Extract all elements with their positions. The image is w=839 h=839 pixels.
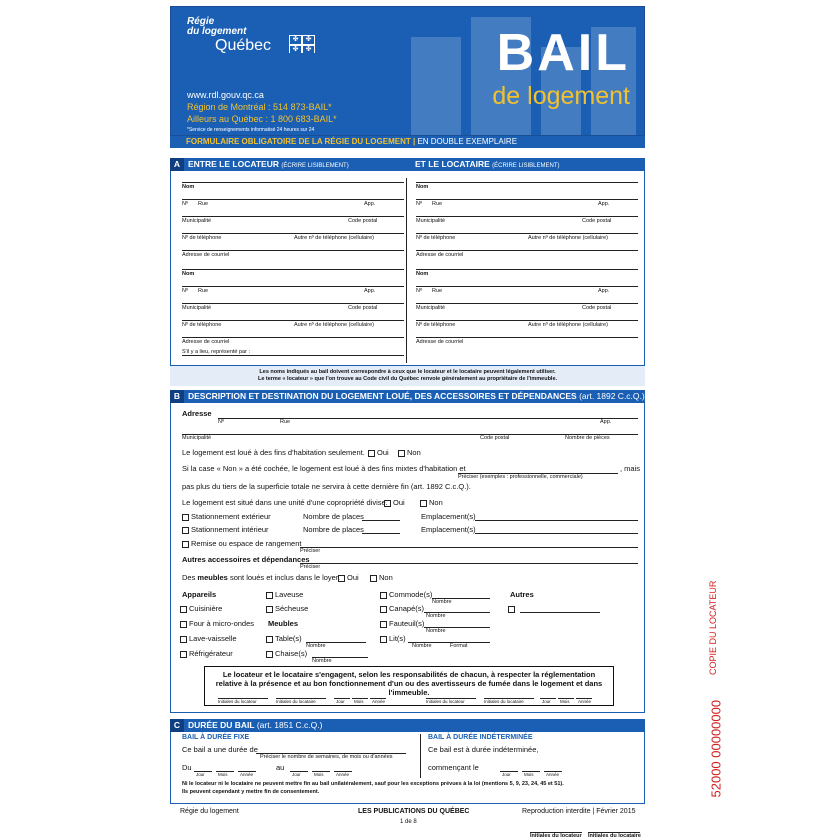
mixed-use-hint: Préciser (exemples : professionnelle, commerciale) [458, 474, 583, 480]
field-line[interactable] [182, 269, 404, 270]
page-number: 1 de 8 [400, 819, 417, 825]
no-label: Nº [218, 419, 224, 425]
form-subtitle: de logement [492, 82, 630, 110]
field-line[interactable] [416, 250, 638, 251]
to-label: au [276, 763, 285, 772]
indoor-location-field[interactable] [475, 533, 638, 534]
section-b-header: B DESCRIPTION ET DESTINATION DU LOGEMENT LOUÉ, DES ACCESSOIRES ET DÉPENDANCES (art. 1892 C.c.Q.) [170, 390, 645, 403]
field-label-nom: Nom [182, 184, 195, 190]
footer-lessee-label: Initiales du locataire [588, 833, 641, 839]
field-line[interactable] [182, 199, 404, 200]
fixed-term-text: Ce bail a une durée de [182, 745, 258, 754]
term-date-label: Jour [196, 772, 205, 777]
term-date-label: Mois [218, 772, 228, 777]
date-label: Mois [560, 699, 570, 704]
field-label-autre: Autre nº de téléphone (cellulaire) [528, 235, 608, 241]
field-label-autre: Autre nº de téléphone (cellulaire) [294, 322, 374, 328]
field-label-no: Nº [416, 288, 422, 294]
other-accessories-label: Autres accessoires et dépendances [182, 555, 310, 564]
chairs-checkbox[interactable]: Chaise(s) [266, 649, 307, 658]
mandatory-banner: FORMULAIRE OBLIGATOIRE DE LA RÉGIE DU LOGEMENT | EN DOUBLE EXEMPLAIRE [170, 136, 645, 148]
fixed-term-hint: Préciser le nombre de semaines, de mois ou d'années [260, 754, 393, 760]
indefinite-term-text: Ce bail est à durée indéterminée, [428, 745, 539, 754]
fridge-checkbox[interactable]: Réfrigérateur [180, 649, 233, 658]
indoor-places-label: Nombre de places [303, 525, 364, 534]
outdoor-places-field[interactable] [362, 520, 400, 521]
from-label: Du [182, 763, 192, 772]
field-label-no: Nº [182, 288, 188, 294]
smoke-detector-statement: Le locateur et le locataire s'engagent, selon les responsabilités de chacun, à respecter la réglementation relative à la présence et au bon fonctionnement d'un ou des avertisseurs de fumée dans le logement et dans l'immeuble. [204, 666, 614, 706]
field-line[interactable] [182, 250, 404, 251]
condo-yes[interactable]: Oui [384, 498, 405, 507]
indefinite-term-heading: BAIL À DURÉE INDÉTERMINÉE [428, 734, 533, 741]
appliances-heading: Appareils [182, 590, 217, 599]
address-label: Adresse [182, 409, 212, 418]
habitation-yes[interactable]: Oui [368, 448, 389, 457]
date-label: Jour [336, 699, 345, 704]
field-label-autre: Autre nº de téléphone (cellulaire) [294, 235, 374, 241]
quebec-wordmark: Québec [215, 37, 272, 54]
footer-reproduction: Reproduction interdite | Février 2015 [522, 808, 636, 815]
field-label-app: App. [598, 201, 610, 207]
armchair-count-hint: Nombre [426, 628, 446, 634]
form-title: BAIL [496, 24, 630, 82]
field-line[interactable] [182, 337, 404, 338]
field-label-nom: Nom [182, 271, 195, 277]
initials-label: Initiales du locateur [426, 699, 465, 704]
field-label-no: Nº [182, 201, 188, 207]
date-label: Année [578, 699, 592, 704]
outdoor-location-label: Emplacement(s) [421, 512, 476, 521]
contact-info [187, 89, 337, 125]
lease-form-page [170, 6, 645, 839]
armchair-checkbox[interactable]: Fauteuil(s) [380, 619, 424, 628]
outdoor-location-field[interactable] [475, 520, 638, 521]
field-label-app: App. [364, 288, 376, 294]
initials-label: Initiales du locataire [276, 699, 316, 704]
outdoor-parking[interactable]: Stationnement extérieur [182, 512, 271, 521]
apt-label: App. [600, 419, 612, 425]
sofa-checkbox[interactable]: Canapé(s) [380, 604, 424, 613]
quebec-flag-icon: ✤ ✤ ✤ ✤ [289, 35, 315, 53]
field-label-no: Nº [416, 201, 422, 207]
starting-label: commençant le [428, 763, 479, 772]
stove-checkbox[interactable]: Cuisinière [180, 604, 222, 613]
chairs-count-hint: Nombre [312, 658, 332, 664]
tables-count-hint: Nombre [306, 643, 326, 649]
third-surface-text: pas plus du tiers de la superficie totale ne servira à cette dernière fin (art. 1892 C.c.Q.). [182, 482, 471, 491]
footer-regie: Régie du logement [180, 808, 239, 815]
field-label-autre: Autre nº de téléphone (cellulaire) [528, 322, 608, 328]
field-label-nom: Nom [416, 184, 429, 190]
field-line[interactable] [182, 320, 404, 321]
field-label-courriel: Adresse de courriel [182, 339, 230, 345]
date-label: Mois [354, 699, 364, 704]
service-note: *Service de renseignements informatisé 24 heures sur 24 [187, 127, 315, 133]
microwave-checkbox[interactable]: Four à micro-ondes [180, 619, 254, 628]
storage-space[interactable]: Remise ou espace de rangement [182, 539, 301, 548]
indoor-parking[interactable]: Stationnement intérieur [182, 525, 269, 534]
field-line[interactable] [416, 286, 638, 287]
montreal-phone: Région de Montréal : 514 873-BAIL* [187, 102, 332, 112]
term-date-label: Année [240, 772, 254, 777]
condo-text: Le logement est situé dans une unité d'une copropriété divise. [182, 498, 388, 507]
field-label-muni: Municipalité [182, 305, 212, 311]
rooms-label: Nombre de pièces [565, 435, 610, 441]
street-label: Rue [280, 419, 291, 425]
field-label-rue: Rue [198, 288, 209, 294]
field-line[interactable] [182, 233, 404, 234]
field-label-cp: Code postal [582, 305, 612, 311]
field-line[interactable] [416, 337, 638, 338]
field-label-tel: Nº de téléphone [416, 322, 456, 328]
storage-field[interactable] [300, 547, 638, 548]
field-line[interactable] [182, 182, 404, 183]
field-label-courriel: Adresse de courriel [416, 339, 464, 345]
field-line[interactable] [182, 303, 404, 304]
field-label-nom: Nom [416, 271, 429, 277]
beds-count-hint: Nombre [412, 643, 432, 649]
section-c-header: C DURÉE DU BAIL (art. 1851 C.c.Q.) [170, 719, 645, 732]
form-number: 52000 00000000 [708, 699, 724, 798]
outdoor-places-label: Nombre de places [303, 512, 364, 521]
field-label-muni: Municipalité [416, 305, 446, 311]
other-accessories-hint: Préciser [300, 564, 321, 570]
field-label-app: App. [364, 201, 376, 207]
form-header [170, 6, 645, 136]
dryer-checkbox[interactable]: Sécheuse [266, 604, 308, 613]
section-a-header: A ENTRE LE LOCATEUR (ÉCRIRE LISIBLEMENT) ET LE LOCATAIRE (ÉCRIRE LISIBLEMENT) [170, 158, 645, 171]
indoor-places-field[interactable] [362, 533, 400, 534]
field-label-muni: Municipalité [416, 218, 446, 224]
other-heading: Autres [510, 590, 534, 599]
furniture-yes[interactable]: Oui [338, 573, 359, 582]
field-line[interactable] [416, 182, 638, 183]
mixed-use-text: Si la case « Non » a été cochée, le logement est loué à des fins mixtes d'habitation et [182, 464, 466, 473]
represented-label: S'il y a lieu, représenté par : [182, 349, 251, 355]
field-label-rue: Rue [432, 201, 443, 207]
washer-checkbox[interactable]: Laveuse [266, 590, 303, 599]
term-date-label: Mois [314, 772, 324, 777]
mais-text: , mais [620, 464, 641, 473]
regie-logo-text: Régie du logement [187, 16, 247, 37]
term-date-label: Année [336, 772, 350, 777]
field-label-muni: Municipalité [182, 218, 212, 224]
other-field[interactable] [520, 612, 600, 613]
field-label-tel: Nº de téléphone [416, 235, 456, 241]
field-label-courriel: Adresse de courriel [182, 252, 230, 258]
term-date-label: Jour [502, 772, 511, 777]
termination-warning: Ni le locateur ni le locataire ne peuvent mettre fin au bail unilatéralement, sauf pour les exceptions prévues à la loi (mentions 5, 9, 23, 24, 45 et 51). [182, 781, 564, 787]
field-label-rue: Rue [432, 288, 443, 294]
other-accessories-field[interactable] [300, 563, 638, 564]
field-line[interactable] [416, 320, 638, 321]
habitation-no[interactable]: Non [398, 448, 421, 457]
indoor-location-label: Emplacement(s) [421, 525, 476, 534]
dresser-checkbox[interactable]: Commode(s) [380, 590, 432, 599]
furniture-no[interactable]: Non [370, 573, 393, 582]
storage-hint: Préciser [300, 548, 321, 554]
municipality-label: Municipalité [182, 435, 212, 441]
field-line[interactable] [182, 286, 404, 287]
sofa-count-hint: Nombre [426, 613, 446, 619]
field-label-app: App. [598, 288, 610, 294]
field-label-cp: Code postal [348, 218, 378, 224]
field-line[interactable] [416, 216, 638, 217]
field-line[interactable] [416, 233, 638, 234]
termination-consent: Ils peuvent cependant y mettre fin de consentement. [182, 789, 320, 795]
condo-no[interactable]: Non [420, 498, 443, 507]
field-label-cp: Code postal [348, 305, 378, 311]
field-line[interactable] [416, 199, 638, 200]
date-label: Jour [542, 699, 551, 704]
term-date-label: Année [546, 772, 560, 777]
term-date-label: Mois [524, 772, 534, 777]
field-line[interactable] [182, 216, 404, 217]
initials-label: Initiales du locataire [484, 699, 524, 704]
elsewhere-phone: Ailleurs au Québec : 1 800 683-BAIL* [187, 114, 337, 124]
represented-line[interactable] [182, 355, 404, 356]
beds-checkbox[interactable]: Lit(s) [380, 634, 406, 643]
tables-checkbox[interactable]: Table(s) [266, 634, 302, 643]
copy-label: COPIE DU LOCATEUR [708, 580, 718, 675]
dishwasher-checkbox[interactable]: Lave-vaisselle [180, 634, 237, 643]
field-label-tel: Nº de téléphone [182, 235, 222, 241]
side-copy-label [706, 570, 722, 800]
term-date-label: Jour [292, 772, 301, 777]
footer-lessor-label: Initiales du locateur [530, 833, 582, 839]
fixed-term-heading: BAIL À DURÉE FIXE [182, 734, 250, 741]
habitation-only-text: Le logement est loué à des fins d'habitation seulement. [182, 448, 365, 457]
legal-names-note: Les noms indiqués au bail doivent correspondre à ceux que le locateur et le locataire peuvent légalement utiliser. Le terme « locateur » que l'on trouve au Code civil du Québec renvoie généralement au propriétaire de l'immeuble. [170, 366, 645, 386]
furniture-included-text: Des meubles sont loués et inclus dans le loyer. [182, 573, 341, 582]
field-label-courriel: Adresse de courriel [416, 252, 464, 258]
furniture-heading: Meubles [268, 619, 299, 628]
field-line[interactable] [416, 303, 638, 304]
beds-format-hint: Format [450, 643, 468, 649]
field-line[interactable] [416, 269, 638, 270]
date-label: Année [372, 699, 386, 704]
field-label-cp: Code postal [582, 218, 612, 224]
initials-label: Initiales du locateur [218, 699, 257, 704]
footer-publisher: LES PUBLICATIONS DU QUÉBEC [358, 808, 470, 815]
dresser-count-hint: Nombre [432, 599, 452, 605]
postal-code-label: Code postal [480, 435, 510, 441]
field-label-rue: Rue [198, 201, 209, 207]
website-link[interactable]: www.rdl.gouv.qc.ca [187, 90, 264, 100]
field-label-tel: Nº de téléphone [182, 322, 222, 328]
other-checkbox[interactable] [508, 604, 517, 613]
